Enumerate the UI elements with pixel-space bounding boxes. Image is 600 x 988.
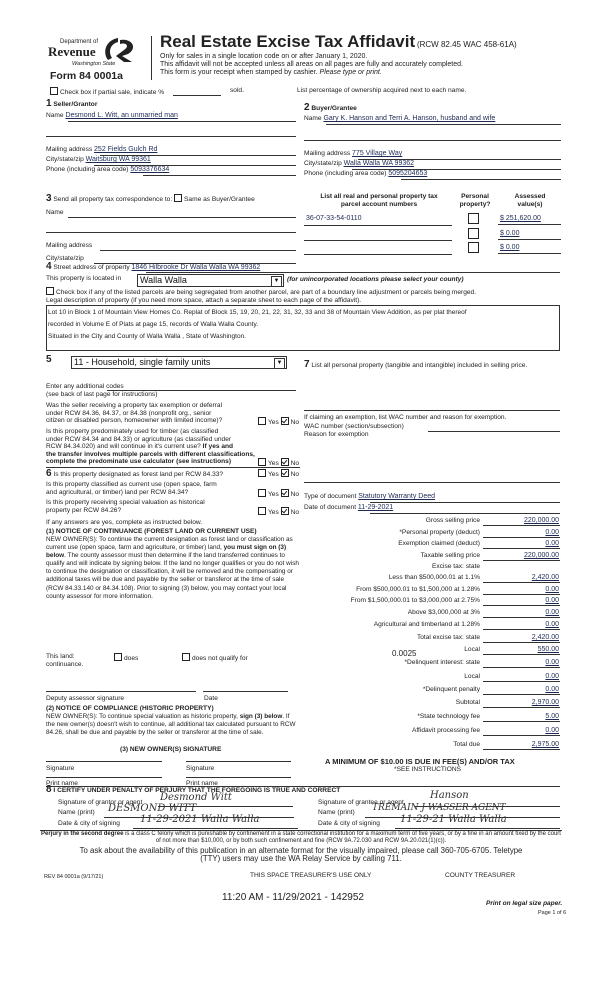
- print-name-label: Print name: [46, 780, 78, 787]
- ownership-note: List percentage of ownership acquired next to each name.: [297, 87, 467, 94]
- location-select[interactable]: Walla Walla ▼: [137, 274, 284, 287]
- tax-row-line: [483, 735, 560, 736]
- q-current-use-answer: Yes No: [258, 489, 299, 499]
- assessed-value[interactable]: $ 0.00: [500, 230, 520, 237]
- continuance-label: continuance.: [46, 661, 84, 668]
- dept-line2: Revenue: [48, 44, 96, 59]
- minimum-due-note: A MINIMUM OF $10.00 IS DUE IN FEE(S) AND/OR TAX: [325, 757, 515, 766]
- subtitle-2: This affidavit will not be accepted unless all areas on all pages are fully and accurately completed.: [160, 61, 463, 68]
- tax-row-label: Excise tax: state: [431, 563, 480, 570]
- tax-row-value[interactable]: 0.00: [545, 727, 559, 734]
- local-rate: 0.0025: [392, 649, 417, 658]
- wac-label: WAC number (section/subsection): [304, 423, 404, 430]
- does-checkbox[interactable]: [114, 653, 122, 661]
- personal-property-checkbox[interactable]: [468, 228, 479, 239]
- sold-label: sold.: [230, 87, 244, 94]
- tax-row-value[interactable]: 0.00: [545, 529, 559, 536]
- header-divider: [151, 36, 152, 80]
- chevron-down-icon: ▼: [274, 358, 285, 369]
- buyer-name-field[interactable]: Gary K. Hanson and Terri A. Hanson, husband and wife: [323, 115, 496, 122]
- doc-type-field[interactable]: Statutory Warranty Deed: [358, 493, 436, 500]
- parcel-header: List all real and personal property tax parcel account numbers: [320, 193, 438, 208]
- notice-continuance-text: NEW OWNER(S): To continue the current designation as forest land or classification as current use (open space, farm and agriculture, or timber) land, you must sign on (3) below. The county assessor must then determine if the land transferred continues to qualify and will indicate by signing below. If the land no longer qualifies or you do not wish to continue the designation or classification, it will be removed and the compensating or additional taxes will be due and payable by the seller or transferor at the time of sale (RCW 84.33.140 or 84.34.108). Prior to signing (3) below, you may contact your local county assessor for more information.: [46, 536, 299, 600]
- tax-row-line: [483, 525, 560, 526]
- deputy-date-field[interactable]: [203, 691, 288, 692]
- grantee-date-label: Date & city of signing: [318, 820, 380, 827]
- tax-row-line: [483, 667, 560, 668]
- buyer-city-field[interactable]: Walla Walla WA 99362: [343, 160, 415, 167]
- tax-row-value[interactable]: 5.00: [545, 713, 559, 720]
- tax-row-line: [483, 681, 560, 682]
- corr-city-label: City/state/zip: [46, 255, 84, 262]
- see-instructions-note: *SEE INSTRUCTIONS: [394, 766, 462, 773]
- alt-format-line1: To ask about the availability of this publication in an alternate format for the visually impaired, please call 360-705-6705. Teletype: [79, 846, 523, 855]
- grantee-sig-label: Signature of grantee or agent: [318, 799, 404, 806]
- yes-checkbox[interactable]: [258, 417, 266, 425]
- does-option: does: [114, 653, 138, 663]
- tax-row-line: [483, 594, 560, 595]
- assessed-header: Assessed value(s): [514, 193, 546, 208]
- tax-row-value[interactable]: 2,420.00: [531, 634, 559, 641]
- no-checkbox[interactable]: [281, 458, 289, 466]
- tax-row-line: [483, 605, 560, 606]
- buyer-heading: 2 Buyer/Grantee: [304, 102, 357, 113]
- tax-row-label: Local: [464, 646, 480, 653]
- located-label: This property is located in: [46, 275, 122, 282]
- yes-checkbox[interactable]: [258, 469, 266, 477]
- new-owner-signature-title: (3) NEW OWNER(S) SIGNATURE: [120, 746, 222, 753]
- corr-mail-field[interactable]: [100, 250, 296, 251]
- no-checkbox[interactable]: [281, 469, 289, 477]
- tax-row-label: Affidavit processing fee: [411, 727, 480, 734]
- personal-property-checkbox[interactable]: [468, 242, 479, 253]
- tax-row-line: [483, 537, 560, 538]
- seller-name-field[interactable]: Desmond L. Witt, an unmarried man: [65, 112, 178, 119]
- deputy-label: Deputy assessor signature: [46, 695, 125, 702]
- grantor-date-label: Date & city of signing: [58, 820, 120, 827]
- owner-print-name-field[interactable]: [46, 777, 162, 778]
- tax-row-value[interactable]: 0.00: [545, 540, 559, 547]
- correspondence-heading: 3 Send all property tax correspondence to: Same as Buyer/Grantee: [46, 193, 255, 204]
- subtitle-1: Only for sales in a single location code on or after January 1, 2020.: [160, 53, 368, 60]
- tax-row-label: From $1,500,000.01 to $3,000,000 at 2.75%: [350, 597, 480, 604]
- seller-heading: 1 Seller/Grantor: [46, 98, 98, 109]
- tax-row-label: Less than $500,000.01 at 1.1%: [388, 574, 480, 581]
- buyer-name-row: Name Gary K. Hanson and Terri A. Hanson, husband and wife: [304, 115, 496, 122]
- seller-city-field[interactable]: Waitsburg WA 99361: [85, 156, 151, 163]
- partial-sale-checkbox[interactable]: [50, 87, 58, 95]
- grantee-date-city[interactable]: 11-29-21 Walla Walla: [400, 814, 507, 825]
- personal-header: Personal property?: [459, 193, 491, 208]
- seller-name-row: Name Desmond L. Witt, an unmarried man: [46, 112, 178, 119]
- owner-signature-field[interactable]: [46, 761, 162, 762]
- this-land-label: This land:: [46, 653, 75, 660]
- parcel-number[interactable]: [304, 240, 452, 241]
- additional-codes-label: Enter any additional codes: [46, 383, 124, 390]
- legal-line: Lot 10 in Block 1 of Mountain View Homes Co. Replat of Block 15, 19, 20, 21, 22, 31, 32, 33 and 38 of Mountain View Addition, as per plat thereof: [48, 309, 467, 316]
- yes-checkbox[interactable]: [258, 507, 266, 515]
- deputy-signature-field[interactable]: [46, 691, 196, 692]
- tax-row-line: [483, 654, 560, 655]
- no-checkbox[interactable]: [281, 489, 289, 497]
- owner-signature-field[interactable]: [186, 761, 291, 762]
- tax-row-value[interactable]: 220,000.00: [523, 517, 559, 524]
- chevron-down-icon: ▼: [271, 276, 282, 287]
- tax-row-line: [483, 642, 560, 643]
- notice-continuance-title: (1) NOTICE OF CONTINUANCE (FOREST LAND OR CURRENT USE): [46, 528, 257, 535]
- corr-name-field[interactable]: [68, 217, 296, 218]
- section5-number: 5: [46, 354, 52, 365]
- legal-line: recorded in Volume E of Plats at page 15, records of Walla Walla County.: [48, 321, 259, 328]
- tax-row-label: Local: [464, 673, 480, 680]
- dept-line1: Department of: [60, 39, 99, 45]
- treasurer-use-label: THIS SPACE TREASURER'S USE ONLY: [250, 872, 372, 879]
- tax-row-value[interactable]: 0.00: [545, 609, 559, 616]
- no-checkbox[interactable]: [281, 507, 289, 515]
- county-treasurer-label: COUNTY TREASURER: [445, 872, 516, 879]
- notice-compliance-text: NEW OWNER(S): To continue special valuation as historic property, sign (3) below. If the new owner(s) doesn't wish to continue, all additional tax calculated pursuant to RCW 84.26, shall be due and payable by the seller or transferor at the time of sale.: [46, 713, 296, 737]
- revision-label: REV 84 0001a (9/17/21): [44, 874, 104, 880]
- tax-row-line: [483, 629, 560, 630]
- partial-sale: Check box if partial sale, indicate %: [50, 87, 164, 97]
- tax-row-value[interactable]: 220,000.00: [523, 552, 559, 559]
- reason-field[interactable]: [304, 482, 560, 483]
- tax-row-label: *Personal property (deduct): [399, 529, 480, 536]
- property-street-row: 4 Street address of property 1846 Hilbrooke Dr Walla Walla WA 99362: [46, 261, 261, 272]
- tax-row-value[interactable]: 0.00: [545, 621, 559, 628]
- use-code-select[interactable]: 11 - Household, single family units ▼: [71, 356, 287, 369]
- grantee-signature[interactable]: Hanson: [430, 790, 469, 801]
- q-exemption: Was the seller receiving a property tax exemption or deferral under RCW 84.36, 84.37, or 84.38 (nonprofit org., senior citizen or disabled person, homeowner with limited income)?: [46, 402, 223, 424]
- does-not-option: does not qualify for: [182, 653, 248, 663]
- print-name-label: Print name: [186, 780, 218, 787]
- corr-name-label: Name: [46, 209, 64, 216]
- does-not-checkbox[interactable]: [182, 653, 190, 661]
- tax-row-value[interactable]: 550.00: [537, 646, 559, 653]
- exemption-label: If claiming an exemption, list WAC number and reason for exemption.: [304, 414, 507, 421]
- tax-row-value[interactable]: 0.00: [545, 586, 559, 593]
- q-forest: 6 Is this property designated as forest land per RCW 84.33?: [46, 468, 224, 479]
- tax-row-value[interactable]: 2,970.00: [531, 699, 559, 706]
- tax-row-line: [483, 548, 560, 549]
- print-legal-note: Print on legal size paper.: [486, 900, 563, 907]
- tax-row-line: [483, 694, 560, 695]
- tax-row-line: [483, 582, 560, 583]
- tax-row-label: Agricultural and timberland at 1.28%: [373, 621, 480, 628]
- grantor-date-city[interactable]: 11-29-2021 Walla Walla: [140, 814, 260, 825]
- buyer-mail-field[interactable]: 775 Village Way: [352, 150, 403, 157]
- corr-mail-label: Mailing address: [46, 242, 93, 249]
- q-historic: Is this property receiving special valuation as historical property per RCW 84.26?: [46, 499, 205, 514]
- segregated-checkbox[interactable]: [46, 287, 54, 295]
- seller-phone-field[interactable]: 5093376634: [130, 166, 170, 173]
- grantor-print-name[interactable]: DESMOND WITT: [108, 803, 197, 814]
- page-title: Real Estate Excise Tax Affidavit (RCW 82.45 WAC 458-61A): [160, 32, 517, 51]
- form-number: Form 84 0001a: [50, 70, 123, 82]
- tax-row-label: Subtotal: [455, 699, 480, 706]
- legal-label: Legal description of property (if you need more space, attach a separate sheet to each page of the affidavit).: [46, 297, 362, 304]
- additional-codes-note: (see back of last page for instructions): [46, 391, 158, 398]
- tax-row-value[interactable]: 2,420.00: [531, 574, 559, 581]
- receipt-stamp: 11:20 AM - 11/29/2021 - 142952: [222, 892, 364, 903]
- tax-row-value[interactable]: 2,975.00: [531, 741, 559, 748]
- wac-field[interactable]: [428, 431, 560, 432]
- doc-date-field[interactable]: 11-29-2021: [357, 504, 394, 511]
- signature-label: Signature: [46, 765, 75, 772]
- buyer-mail-row: Mailing address 775 Village Way: [304, 150, 403, 157]
- tax-row-line: [483, 707, 560, 708]
- tax-row-label: Total excise tax: state: [416, 634, 480, 641]
- seller-phone-row: Phone (including area code) 5093376634: [46, 166, 170, 173]
- q-exemption-answer: Yes No: [258, 417, 299, 427]
- q-timber-answer: Yes No: [258, 458, 299, 468]
- alt-format-line2: (TTY) users may use the WA Relay Service by calling 711.: [200, 854, 402, 863]
- same-as-buyer-checkbox[interactable]: [174, 194, 182, 202]
- dept-line3: Washington State: [72, 61, 116, 67]
- property-street-field[interactable]: 1846 Hilbrooke Dr Walla Walla WA 99362: [131, 264, 261, 271]
- tax-row-line: [483, 560, 560, 561]
- segregated-row: Check box if any of the listed parcels are being segregated from another parcel, are part of a boundary line adjustment or parcels being merged.: [46, 287, 476, 297]
- tax-row-label: *State technology fee: [417, 713, 480, 720]
- date-label: Date: [204, 695, 218, 702]
- tax-row-label: Taxable selling price: [420, 552, 480, 559]
- tax-row-label: Gross selling price: [425, 517, 480, 524]
- tax-row-value[interactable]: 0.00: [545, 673, 559, 680]
- seller-mail-field[interactable]: 252 Fields Gulch Rd: [94, 146, 158, 153]
- buyer-phone-row: Phone (including area code) 5095204653: [304, 170, 428, 177]
- q-forest-answer: Yes No: [258, 469, 299, 479]
- tax-row-value[interactable]: 0.00: [545, 597, 559, 604]
- signature-label: Signature: [186, 765, 215, 772]
- reason-label: Reason for exemption: [304, 431, 369, 438]
- subtitle-3: This form is your receipt when stamped by cashier. Please type or print.: [160, 69, 382, 76]
- seller-mail-row: Mailing address 252 Fields Gulch Rd: [46, 146, 158, 153]
- tax-row-label: Total due: [453, 741, 480, 748]
- tax-row-label: *Delinquent penalty: [422, 686, 480, 693]
- tax-row-label: From $500,000.01 to $1,500,000 at 1.28%: [356, 586, 480, 593]
- if-yes-note: If any answers are yes, complete as instructed below.: [46, 519, 203, 526]
- parcel-number[interactable]: [304, 254, 452, 255]
- assessed-value[interactable]: $ 0.00: [500, 244, 520, 251]
- grantee-print-name[interactable]: TREMAIN J WASSER AGENT: [372, 803, 506, 813]
- page-number: Page 1 of 6: [538, 910, 567, 916]
- q-timber: Is this property predominately used for timber (as classified under RCW 84.34 and 84.33) or agriculture (as classified under RCW 84.34.020) and will continue in it's current use? If yes and the transfer involves multiple parcels with different classifications, complete the predominate use calculator (see instructions): [46, 428, 255, 465]
- grantor-name-label: Name (print): [58, 809, 95, 816]
- no-checkbox[interactable]: [281, 417, 289, 425]
- grantor-signature[interactable]: Desmond Witt: [160, 792, 232, 803]
- parcel-number[interactable]: 36-07-33-54-0110: [306, 215, 362, 222]
- doc-date-row: Date of document 11-29-2021: [304, 504, 394, 511]
- buyer-city-row: City/state/zip Walla Walla WA 99362: [304, 160, 415, 167]
- q-current-use: Is this property classified as current use (open space, farm and agricultural, or timber) land per RCW 84.34?: [46, 481, 217, 496]
- perjury-note: Perjury in the second degree is a class C felony which is punishable by confinement in a state correctional institution for a maximum term of five years, or by a fine in an amount fixed by the court of not more than $10,000, or by both such confinement and fine (RCW 9A.72.030 and RCW 9A.20.021(1)(c)).: [41, 831, 561, 844]
- legal-description-box[interactable]: [46, 305, 560, 351]
- notice-compliance-title: (2) NOTICE OF COMPLIANCE (HISTORIC PROPERTY): [46, 705, 214, 712]
- yes-checkbox[interactable]: [258, 489, 266, 497]
- q-historic-answer: Yes No: [258, 507, 299, 517]
- located-note: (for unincorporated locations please select your county): [287, 276, 464, 283]
- certify-heading: 8 I CERTIFY UNDER PENALTY OF PERJURY THAT THE FOREGOING IS TRUE AND CORRECT: [46, 784, 341, 795]
- buyer-phone-field[interactable]: 5095204653: [388, 170, 428, 177]
- tax-row-line: [483, 617, 560, 618]
- seller-city-row: City/state/zip Waitsburg WA 99361: [46, 156, 151, 163]
- tax-row-value[interactable]: 0.00: [545, 686, 559, 693]
- yes-checkbox[interactable]: [258, 458, 266, 466]
- owner-print-name-field[interactable]: [186, 777, 291, 778]
- personal-property-checkbox[interactable]: [468, 213, 479, 224]
- grantee-name-label: Name (print): [318, 809, 355, 816]
- personal-property-label: 7 List all personal property (tangible and intangible) included in selling price.: [304, 359, 528, 370]
- tax-row-line: [483, 721, 560, 722]
- legal-line: Situated in the City and County of Walla Walla , State of Washington.: [48, 333, 246, 340]
- tax-row-value[interactable]: 0.00: [545, 659, 559, 666]
- tax-row-label: Exemption claimed (deduct): [398, 540, 480, 547]
- tax-row-line: [483, 749, 560, 750]
- doc-type-row: Type of document Statutory Warranty Deed: [304, 493, 436, 500]
- grantor-sig-label: Signature of grantor or agent: [58, 799, 143, 806]
- assessed-value[interactable]: $ 251,620.00: [500, 215, 541, 222]
- tax-row-label: *Delinquent interest: state: [404, 659, 480, 666]
- personal-property-field[interactable]: [304, 410, 560, 411]
- partial-percent-field[interactable]: [173, 95, 221, 96]
- tax-row-label: Above $3,000,000 at 3%: [407, 609, 480, 616]
